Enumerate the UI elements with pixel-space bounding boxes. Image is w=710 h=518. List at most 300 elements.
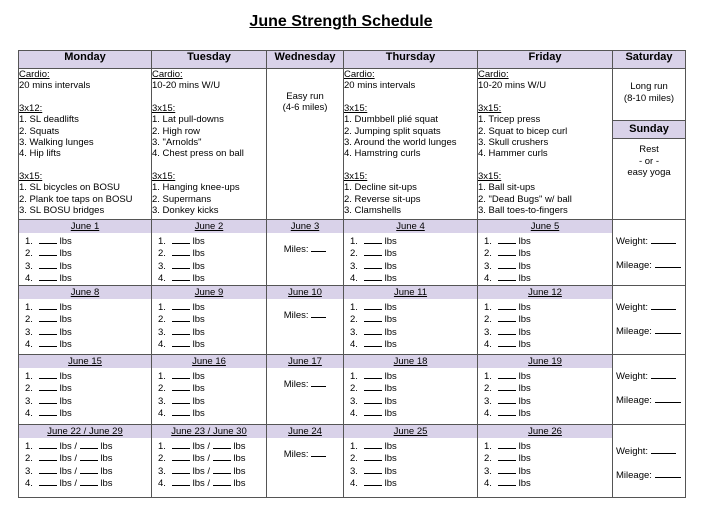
write-in-blank[interactable] xyxy=(39,338,57,347)
log-fri xyxy=(478,286,613,355)
weight-lines xyxy=(152,438,266,490)
log-sat xyxy=(613,286,686,355)
write-in-blank[interactable] xyxy=(172,465,190,474)
lift-line xyxy=(158,326,266,338)
write-in-blank[interactable] xyxy=(498,301,516,310)
line-number: 3. xyxy=(158,395,166,407)
line-number: 1. xyxy=(158,441,166,452)
line-number: 1. xyxy=(484,371,492,382)
miles-entry xyxy=(267,299,343,321)
lbs-label: lbs xyxy=(384,478,397,490)
log-mon xyxy=(19,425,152,498)
line-number: 3. xyxy=(350,465,358,477)
lbs-label: lbs xyxy=(384,371,397,382)
line-number: 3. xyxy=(158,326,166,338)
log-sat xyxy=(613,355,686,425)
mileage-label: Mileage: xyxy=(616,260,652,271)
line-number: 4. xyxy=(350,273,358,285)
lbs-label: lbs xyxy=(100,441,113,452)
lbs-label: lbs xyxy=(192,395,205,407)
write-in-blank[interactable] xyxy=(172,395,190,404)
plan-line: 4. Hammer curls xyxy=(478,148,548,160)
write-in-blank[interactable] xyxy=(498,247,516,256)
plan-line: 1. Tricep press xyxy=(478,114,541,126)
lift-line xyxy=(350,382,477,394)
write-in-blank[interactable] xyxy=(364,440,382,449)
write-in-blank[interactable] xyxy=(364,382,382,391)
line-number: 4. xyxy=(25,339,33,351)
weight-lines xyxy=(344,368,477,420)
lbs-label: lbs xyxy=(518,453,531,465)
write-in-blank[interactable] xyxy=(39,247,57,256)
plan-line xyxy=(152,92,266,103)
write-in-blank[interactable] xyxy=(498,382,516,391)
lift-line xyxy=(484,260,612,272)
line-number: 1. xyxy=(350,236,358,247)
lift-line xyxy=(350,407,477,419)
line-number: 2. xyxy=(350,453,358,465)
write-in-blank[interactable] xyxy=(498,370,516,379)
lift-line xyxy=(350,247,477,259)
plan-line: 2. Jumping split squats xyxy=(344,125,441,137)
write-in-blank[interactable] xyxy=(213,477,231,486)
date-label xyxy=(267,355,343,368)
line-number: 3. xyxy=(25,260,33,272)
line-number: 1. xyxy=(158,236,166,247)
write-in-blank[interactable] xyxy=(39,395,57,404)
write-in-blank[interactable] xyxy=(80,440,98,449)
lift-line xyxy=(350,260,477,272)
lift-line xyxy=(350,440,477,452)
weight-entry xyxy=(616,235,685,247)
lbs-label: lbs xyxy=(233,478,246,490)
lbs-label: lbs xyxy=(192,273,205,285)
write-in-blank[interactable] xyxy=(364,407,382,416)
date-label xyxy=(344,220,477,233)
lift-line xyxy=(158,260,266,272)
line-number: 3. xyxy=(350,326,358,338)
date-text: June 15 xyxy=(68,356,102,367)
date-text: June 18 xyxy=(393,356,428,367)
lift-line: 4. lbs / lbs xyxy=(25,478,113,490)
lbs-label: lbs xyxy=(192,302,205,313)
write-in-blank[interactable] xyxy=(651,370,676,379)
write-in-blank[interactable] xyxy=(498,407,516,416)
write-in-blank[interactable] xyxy=(498,465,516,474)
lbs-label: lbs xyxy=(59,314,72,326)
write-in-blank[interactable] xyxy=(172,407,190,416)
line-number: 3. xyxy=(25,326,33,338)
write-in-blank[interactable] xyxy=(364,235,382,244)
write-in-blank[interactable] xyxy=(651,301,676,310)
write-in-blank[interactable] xyxy=(655,394,681,403)
write-in-blank[interactable] xyxy=(311,309,326,318)
plan-line xyxy=(344,92,477,103)
line-number: 2. xyxy=(158,453,166,465)
write-in-blank[interactable] xyxy=(311,243,326,252)
write-in-blank[interactable] xyxy=(39,407,57,416)
line-number: 1. xyxy=(484,236,492,247)
write-in-blank[interactable] xyxy=(364,452,382,461)
write-in-blank[interactable] xyxy=(364,395,382,404)
lbs-label: lbs xyxy=(59,260,72,272)
write-in-blank[interactable] xyxy=(80,452,98,461)
write-in-blank[interactable] xyxy=(172,370,190,379)
line-number: 2. xyxy=(25,383,33,395)
write-in-blank[interactable] xyxy=(213,440,231,449)
lbs-label: lbs xyxy=(518,326,531,338)
write-in-blank[interactable] xyxy=(39,477,57,486)
write-in-blank[interactable] xyxy=(655,469,681,478)
lbs-label: lbs xyxy=(192,248,205,260)
weight-lines xyxy=(478,438,612,490)
log-sat xyxy=(613,220,686,286)
lbs-label: lbs xyxy=(59,371,72,382)
write-in-blank[interactable] xyxy=(39,313,57,322)
plan-line: Cardio: xyxy=(152,69,183,80)
lbs-label: lbs xyxy=(192,236,205,247)
weight-lines xyxy=(344,299,477,351)
line-number: 2. xyxy=(350,383,358,395)
plan-friday xyxy=(478,69,613,220)
date-text: June 3 xyxy=(290,221,320,232)
lift-line xyxy=(158,235,266,247)
lift-line xyxy=(484,235,612,247)
write-in-blank[interactable] xyxy=(498,272,516,281)
write-in-blank[interactable] xyxy=(364,301,382,310)
line-number: 4. xyxy=(158,408,166,420)
log-mon xyxy=(19,286,152,355)
plan-line: 4. Hip lifts xyxy=(19,148,61,160)
lbs-label: lbs xyxy=(233,441,246,452)
write-in-blank[interactable] xyxy=(364,260,382,269)
date-text: June 2 xyxy=(194,221,224,232)
write-in-blank[interactable] xyxy=(172,326,190,335)
weight-label: Weight: xyxy=(616,371,649,382)
lift-line xyxy=(25,235,151,247)
line-number: 4. xyxy=(25,478,33,490)
date-label xyxy=(478,425,612,438)
weight-label: Weight: xyxy=(616,302,649,313)
plan-line: Cardio: xyxy=(344,69,375,80)
plan-line: 2. Plank toe taps on BOSU xyxy=(19,193,133,205)
log-fri xyxy=(478,355,613,425)
lift-line xyxy=(158,407,266,419)
line-number: 2. xyxy=(158,383,166,395)
lbs-label: lbs xyxy=(518,465,531,477)
lift-line xyxy=(350,370,477,382)
date-label xyxy=(267,425,343,438)
date-label xyxy=(478,220,612,233)
write-in-blank[interactable] xyxy=(80,477,98,486)
write-in-blank[interactable] xyxy=(172,235,190,244)
lbs-label: lbs xyxy=(59,339,72,351)
lift-line xyxy=(484,440,612,452)
write-in-blank[interactable] xyxy=(213,465,231,474)
date-text: June 9 xyxy=(194,287,224,298)
lbs-label: lbs xyxy=(59,326,72,338)
write-in-blank[interactable] xyxy=(39,465,57,474)
line-number: 3. xyxy=(350,260,358,272)
lift-line xyxy=(350,477,477,489)
write-in-blank[interactable] xyxy=(172,301,190,310)
write-in-blank[interactable] xyxy=(311,448,326,457)
mileage-entry xyxy=(616,469,685,481)
date-label xyxy=(478,355,612,368)
write-in-blank[interactable] xyxy=(364,326,382,335)
write-in-blank[interactable] xyxy=(364,465,382,474)
write-in-blank[interactable] xyxy=(498,440,516,449)
lbs-label: lbs xyxy=(518,371,531,382)
plan-monday xyxy=(19,69,152,220)
write-in-blank[interactable] xyxy=(172,440,190,449)
lbs-label: lbs xyxy=(192,314,205,326)
plan-line: 1. Decline sit-ups xyxy=(344,182,417,194)
plan-line: 3. Around the world lunges xyxy=(344,137,457,149)
lift-line xyxy=(484,370,612,382)
write-in-blank[interactable] xyxy=(498,338,516,347)
write-in-blank[interactable] xyxy=(39,326,57,335)
lbs-label: lbs xyxy=(384,273,397,285)
plan-line: 3. Skull crushers xyxy=(478,137,549,149)
plan-line: 2. Squats xyxy=(19,125,60,137)
log-wed xyxy=(267,220,344,286)
lift-line xyxy=(350,272,477,284)
weight-entry xyxy=(616,301,685,313)
mileage-label: Mileage: xyxy=(616,470,652,481)
write-in-blank[interactable] xyxy=(498,326,516,335)
sunday-plan-text xyxy=(613,139,685,179)
write-in-blank[interactable] xyxy=(364,338,382,347)
lift-line xyxy=(158,247,266,259)
lift-line xyxy=(158,272,266,284)
lift-line xyxy=(158,370,266,382)
lbs-label: lbs xyxy=(518,441,531,452)
lift-line: 3. lbs / lbs xyxy=(25,465,113,477)
write-in-blank[interactable] xyxy=(39,382,57,391)
plan-line: 3x15: xyxy=(344,102,368,114)
log-tue xyxy=(152,425,267,498)
lift-line xyxy=(25,407,151,419)
write-in-blank[interactable] xyxy=(655,325,681,334)
miles-entry xyxy=(267,368,343,390)
line-number: 4. xyxy=(350,339,358,351)
line-number: 3. xyxy=(158,260,166,272)
write-in-blank[interactable] xyxy=(39,440,57,449)
lbs-label: lbs xyxy=(192,383,205,395)
header-thursday: Thursday xyxy=(344,51,478,69)
plan-line: 3x15: xyxy=(478,102,502,114)
write-in-blank[interactable] xyxy=(172,313,190,322)
lift-line: 1. lbs / lbs xyxy=(25,441,113,452)
sunday-line: Rest xyxy=(639,144,659,155)
lbs-label: lbs xyxy=(518,339,531,351)
write-in-blank[interactable] xyxy=(651,445,676,454)
weight-entry xyxy=(616,445,685,457)
write-in-blank[interactable] xyxy=(39,301,57,310)
write-in-blank[interactable] xyxy=(364,477,382,486)
lbs-label: lbs xyxy=(384,248,397,260)
lift-line xyxy=(350,301,477,313)
plan-line: 1. Dumbbell plié squat xyxy=(344,114,438,126)
write-in-blank[interactable] xyxy=(498,395,516,404)
line-number: 1. xyxy=(350,371,358,382)
date-text: June 24 xyxy=(288,426,322,437)
weekend-log xyxy=(613,370,685,406)
lbs-label: lbs xyxy=(192,339,205,351)
plan-weekend xyxy=(613,69,686,220)
lbs-label: lbs xyxy=(192,408,205,420)
date-label xyxy=(152,355,266,368)
plan-line: 3x15: xyxy=(152,102,176,114)
lift-line xyxy=(158,395,266,407)
lbs-label: lbs xyxy=(384,339,397,351)
date-label xyxy=(267,220,343,233)
miles-label: Miles: xyxy=(283,310,309,321)
write-in-blank[interactable] xyxy=(172,452,190,461)
lift-line xyxy=(350,452,477,464)
lift-line xyxy=(25,382,151,394)
schedule-table xyxy=(18,50,686,498)
lbs-label: lbs xyxy=(518,236,531,247)
lift-line xyxy=(25,395,151,407)
line-number: 3. xyxy=(484,326,492,338)
lbs-label: lbs xyxy=(233,465,246,477)
write-in-blank[interactable] xyxy=(172,338,190,347)
lbs-label: lbs xyxy=(59,273,72,285)
lbs-label: lbs xyxy=(100,478,113,490)
write-in-blank[interactable] xyxy=(39,370,57,379)
weight-lines xyxy=(19,368,151,420)
lbs-label: lbs xyxy=(384,236,397,247)
lbs-label: lbs xyxy=(192,260,205,272)
lbs-label: lbs xyxy=(518,478,531,490)
plan-wednesday xyxy=(267,69,344,220)
plan-line: 3x15: xyxy=(344,170,368,182)
write-in-blank[interactable] xyxy=(498,260,516,269)
plan-line xyxy=(152,160,266,171)
write-in-blank[interactable] xyxy=(39,452,57,461)
plan-line: 3. "Arnolds" xyxy=(152,137,202,149)
write-in-blank[interactable] xyxy=(213,452,231,461)
line-number: 2. xyxy=(25,314,33,326)
line-number: 2. xyxy=(158,248,166,260)
write-in-blank[interactable] xyxy=(172,260,190,269)
write-in-blank[interactable] xyxy=(172,382,190,391)
lift-line xyxy=(484,395,612,407)
lift-line xyxy=(484,452,612,464)
line-number: 3. xyxy=(484,465,492,477)
lbs-label: lbs xyxy=(192,441,205,452)
lift-line: 3. lbs / lbs xyxy=(158,465,246,477)
log-thu xyxy=(344,286,478,355)
write-in-blank[interactable] xyxy=(364,272,382,281)
date-label xyxy=(344,355,477,368)
date-label xyxy=(19,425,151,438)
write-in-blank[interactable] xyxy=(172,477,190,486)
write-in-blank[interactable] xyxy=(172,247,190,256)
lift-line xyxy=(25,338,151,350)
write-in-blank[interactable] xyxy=(498,452,516,461)
lift-line xyxy=(25,247,151,259)
log-fri xyxy=(478,425,613,498)
plan-line: 2. Squat to bicep curl xyxy=(478,125,568,137)
write-in-blank[interactable] xyxy=(651,235,676,244)
lift-line xyxy=(25,260,151,272)
lbs-label: lbs xyxy=(518,395,531,407)
lbs-label: lbs xyxy=(518,383,531,395)
miles-entry xyxy=(267,233,343,255)
date-label xyxy=(19,286,151,299)
lbs-label: lbs xyxy=(59,302,72,313)
line-number: 3. xyxy=(25,395,33,407)
write-in-blank[interactable] xyxy=(172,272,190,281)
weight-lines xyxy=(344,233,477,285)
write-in-blank[interactable] xyxy=(39,235,57,244)
date-text: June 4 xyxy=(396,221,425,232)
write-in-blank[interactable] xyxy=(364,247,382,256)
plan-line: 2. Supermans xyxy=(152,193,212,205)
date-label xyxy=(344,425,477,438)
weight-lines xyxy=(478,233,612,285)
lift-line xyxy=(484,247,612,259)
write-in-blank[interactable] xyxy=(39,272,57,281)
line-number: 2. xyxy=(484,453,492,465)
write-in-blank[interactable] xyxy=(364,370,382,379)
lift-line xyxy=(25,326,151,338)
write-in-blank[interactable] xyxy=(498,313,516,322)
mileage-entry xyxy=(616,259,685,271)
week-row xyxy=(19,220,686,286)
plan-line: Cardio: xyxy=(19,69,50,80)
mileage-entry xyxy=(616,394,685,406)
plan-line: 10-20 mins W/U xyxy=(152,80,221,92)
plan-line: 4. Hamstring curls xyxy=(344,148,421,160)
line-number: 1. xyxy=(484,302,492,313)
line-number: 3. xyxy=(350,395,358,407)
weight-lines xyxy=(478,299,612,351)
sunday-line: easy yoga xyxy=(627,167,671,178)
plan-line: 1. SL bicycles on BOSU xyxy=(19,182,121,194)
lbs-label: lbs xyxy=(59,465,72,477)
plan-line: 1. SL deadlifts xyxy=(19,114,79,126)
mileage-entry xyxy=(616,325,685,337)
lbs-label: lbs xyxy=(100,453,113,465)
plan-line xyxy=(344,160,477,171)
write-in-blank[interactable] xyxy=(311,378,326,387)
header-wednesday: Wednesday xyxy=(267,51,344,69)
line-number: 4. xyxy=(484,478,492,490)
write-in-blank[interactable] xyxy=(655,259,681,268)
weight-label: Weight: xyxy=(616,446,649,457)
plan-line xyxy=(19,92,151,103)
write-in-blank[interactable] xyxy=(498,235,516,244)
lift-line xyxy=(484,407,612,419)
line-number: 2. xyxy=(484,314,492,326)
date-text: June 19 xyxy=(528,356,562,367)
write-in-blank[interactable] xyxy=(498,477,516,486)
date-text: June 23 / June 30 xyxy=(171,426,247,437)
write-in-blank[interactable] xyxy=(364,313,382,322)
line-number: 2. xyxy=(25,453,33,465)
plan-line: 3x12: xyxy=(19,102,43,114)
lbs-label: lbs xyxy=(192,465,205,477)
weight-entry xyxy=(616,370,685,382)
header-friday: Friday xyxy=(478,51,613,69)
write-in-blank[interactable] xyxy=(39,260,57,269)
write-in-blank[interactable] xyxy=(80,465,98,474)
line-number: 4. xyxy=(484,408,492,420)
